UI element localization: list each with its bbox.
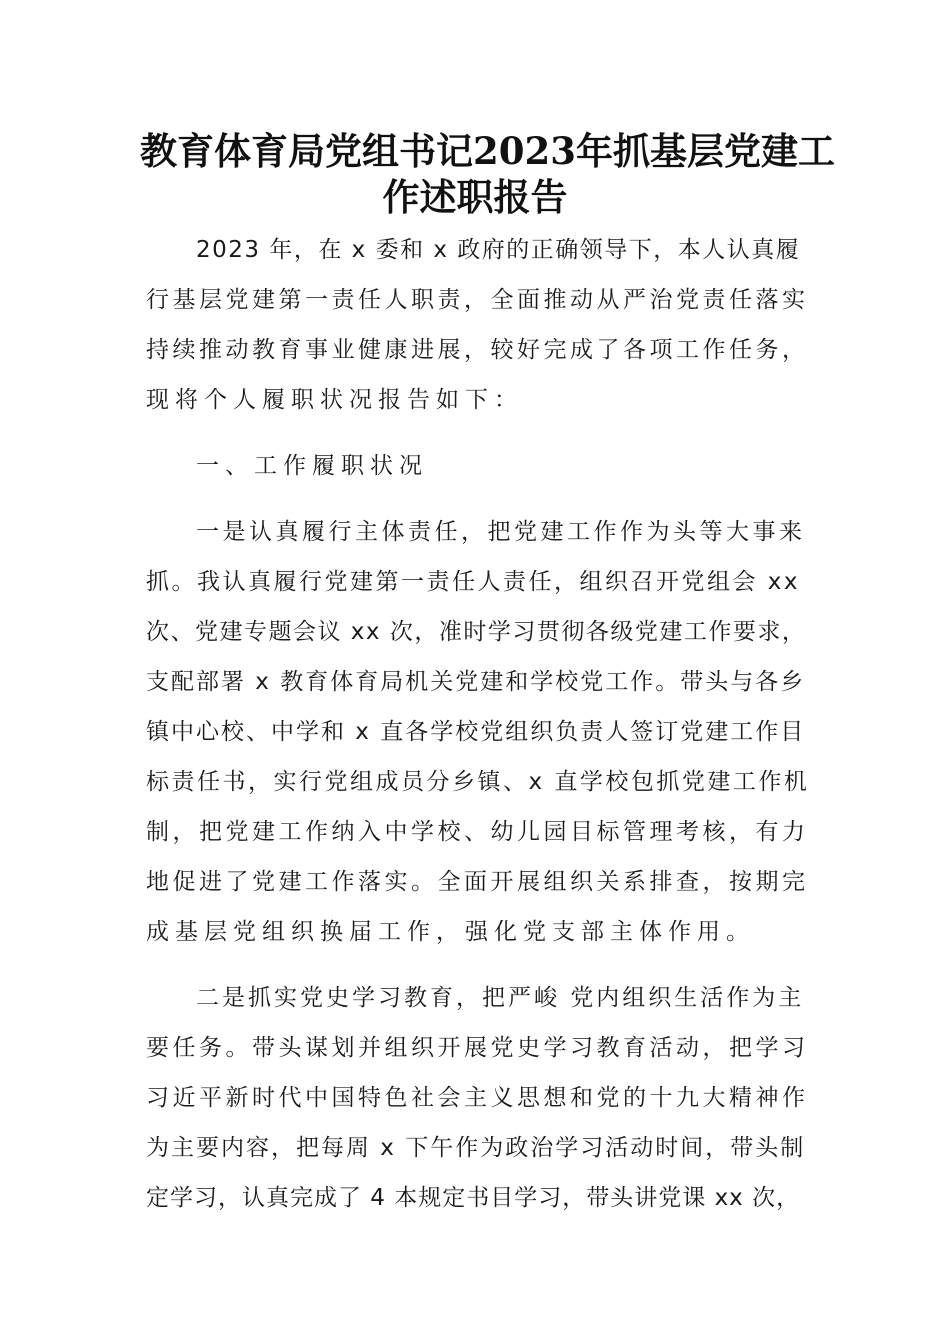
document-title-line-1: 教育体育局党组书记2023年抓基层党建工 xyxy=(140,129,835,173)
para1-line-9: 成基层党组织换届工作，强化党支部主体作用。 xyxy=(146,919,755,945)
para2-line-3: 习近平新时代中国特色社会主义思想和党的十九大精神作 xyxy=(146,1085,809,1111)
intro-line-3: 持续推动教育事业健康进展，较好完成了各项工作任务， xyxy=(146,337,809,363)
intro-line-4: 现将个人履职状况报告如下： xyxy=(146,387,523,413)
intro-line-2: 行基层党建第一责任人职责，全面推动从严治党责任落实 xyxy=(146,287,809,313)
para1-line-6: 标责任书，实行党组成员分乡镇、x 直学校包抓党建工作机 xyxy=(146,769,810,795)
para1-line-3: 次、党建专题会议 xx 次，准时学习贯彻各级党建工作要求， xyxy=(146,619,807,645)
para1-line-1: 一是认真履行主体责任，把党建工作作为头等大事来 xyxy=(196,519,806,545)
para1-line-7: 制，把党建工作纳入中学校、幼儿园目标管理考核，有力 xyxy=(146,819,809,845)
document-title-line-2: 作述职报告 xyxy=(382,175,568,219)
para2-line-2: 要任务。带头谋划并组织开展党史学习教育活动，把学习 xyxy=(146,1035,809,1061)
para2-line-5: 定学习，认真完成了 4 本规定书目学习，带头讲党课 xx 次， xyxy=(146,1185,801,1211)
para2-line-4: 为主要内容，把每周 x 下午作为政治学习活动时间，带头制 xyxy=(146,1135,806,1161)
intro-line-1: 2023 年，在 x 委和 x 政府的正确领导下，本人认真履 xyxy=(196,237,801,263)
para1-line-2: 抓。我认真履行党建第一责任人责任，组织召开党组会 xx xyxy=(146,569,801,595)
section-heading: 一、工作履职状况 xyxy=(196,453,428,479)
para1-line-4: 支配部署 x 教育体育局机关党建和学校党工作。带头与各乡 xyxy=(146,669,806,695)
para2-line-1: 二是抓实党史学习教育，把严峻 党内组织生活作为主 xyxy=(196,985,805,1011)
para1-line-8: 地促进了党建工作落实。全面开展组织关系排查，按期完 xyxy=(146,869,809,895)
para1-line-5: 镇中心校、中学和 x 直各学校党组织负责人签订党建工作目 xyxy=(146,719,806,745)
